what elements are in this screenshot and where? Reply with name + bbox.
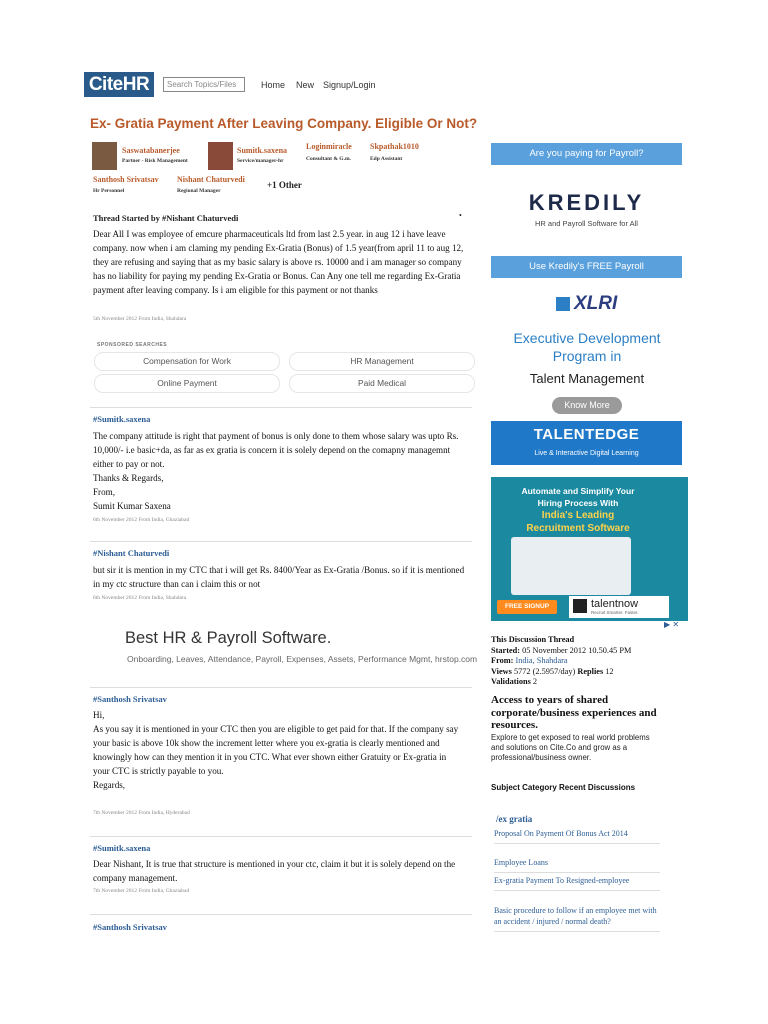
talentnow-logo-box xyxy=(569,596,669,618)
participant-role: Hr Personnel xyxy=(93,188,125,194)
participant-role: Partner - Risk Management xyxy=(122,158,188,164)
avatar[interactable] xyxy=(208,142,233,170)
page-title: Ex- Gratia Payment After Leaving Company. Eligible Or Not? xyxy=(90,116,478,131)
participant-name[interactable]: Saswatabanerjee xyxy=(122,146,180,155)
search-input[interactable]: Search Topics/Files xyxy=(163,77,245,92)
participant-name[interactable]: Sumitk.saxena xyxy=(237,146,288,155)
reply-body: but sir it is mention in my CTC that i will get Rs. 8400/Year as Ex-Gratia /Bonus. so if it is mentioned in my ctc structure than can i claim this or not xyxy=(93,565,465,589)
access-title: Access to years of shared corporate/business experiences and resources. xyxy=(491,694,657,731)
talentnow-icon xyxy=(573,599,587,613)
talentedge-logo: TALENTEDGE xyxy=(533,426,640,443)
bullet-icon: • xyxy=(459,211,462,220)
participant-role: Regional Manager xyxy=(177,188,221,194)
talentnow-logo: talentnow xyxy=(591,598,639,610)
recent-discussion[interactable]: Employee Loans xyxy=(494,857,660,873)
reply-body: Hi, As you say it is mentioned in your CTC then you are eligible to get paid for that. If the company say your basic is above 10k show the increment letter where you ex-gratia is clearly mentioned and knowingly how can they mention it in you CTC. What ever shown either Gratuity or Ex-gratia in your CTC is strictly payable to you. Regards, xyxy=(93,710,459,790)
divider xyxy=(90,541,472,542)
kredily-tagline: HR and Payroll Software for All xyxy=(535,219,638,228)
sponsored-link[interactable]: Compensation for Work xyxy=(94,352,280,371)
xlri-subtitle: Talent Management xyxy=(529,371,645,386)
post-meta: 5th November 2012 From India, Shahdara xyxy=(93,316,187,322)
sponsored-link[interactable]: Paid Medical xyxy=(289,374,475,393)
sponsored-link[interactable]: HR Management xyxy=(289,352,475,371)
talentnow-text: Automate and Simplify Your Hiring Process With xyxy=(521,486,635,508)
free-signup-button[interactable]: FREE SIGNUP xyxy=(497,600,557,614)
category-link[interactable]: /ex gratia xyxy=(496,814,533,824)
divider xyxy=(90,407,472,408)
talentedge-banner[interactable] xyxy=(491,421,682,465)
recent-discussion[interactable]: Ex-gratia Payment To Resigned-employee xyxy=(494,875,660,891)
participant-name[interactable]: Santhosh Srivatsav xyxy=(93,175,159,184)
talentnow-highlight: India's Leading Recruitment Software xyxy=(526,510,630,534)
post-meta: 7th November 2012 From India, Hyderabad xyxy=(93,810,190,816)
xlri-logo: XLRI xyxy=(574,293,618,314)
recent-discussion[interactable]: Basic procedure to follow if an employee met with an accident / injured / normal death? xyxy=(494,905,660,932)
recent-discussion[interactable]: Proposal On Payment Of Bonus Act 2014 xyxy=(494,828,660,844)
reply-author[interactable]: #Santhosh Srivatsav xyxy=(93,922,167,932)
kredily-logo[interactable]: KREDILY xyxy=(528,190,645,215)
divider xyxy=(90,687,472,688)
participant-role: Service/manager-hr xyxy=(237,158,284,164)
xlri-ad[interactable] xyxy=(491,291,682,465)
citehr-logo[interactable]: CiteHR xyxy=(84,72,154,97)
post-meta: 6th November 2012 From India, Ghaziabad xyxy=(93,517,190,523)
inline-ad-heading[interactable]: Best HR & Payroll Software. xyxy=(125,629,332,647)
talentedge-tagline: Live & Interactive Digital Learning xyxy=(534,450,639,457)
reply-author[interactable]: #Nishant Chaturvedi xyxy=(93,548,170,558)
payroll-ad-button[interactable]: Are you paying for Payroll? xyxy=(491,143,682,165)
divider xyxy=(90,914,472,915)
talentnow-tagline: Recruit Smarter. Faster. xyxy=(591,610,639,615)
reply-author[interactable]: #Santhosh Srivatsav xyxy=(93,694,167,704)
participant-name[interactable]: Loginmiracle xyxy=(306,142,352,151)
know-more-button[interactable]: Know More xyxy=(552,397,622,414)
avatar[interactable] xyxy=(92,142,117,170)
post-meta: 6th November 2012 From India, Shahdara xyxy=(93,595,187,601)
kredily-button[interactable]: Use Kredily's FREE Payroll xyxy=(491,256,682,278)
nav-new[interactable]: New xyxy=(296,80,315,90)
reply-body: Dear Nishant, It is true that structure is mentioned in your ctc, claim it but it is solely depend on the company management. xyxy=(93,859,456,883)
adchoices-icon[interactable]: ▶ ✕ xyxy=(664,620,680,629)
reply-author[interactable]: #Sumitk.saxena xyxy=(93,414,151,424)
sponsored-heading: SPONSORED SEARCHES xyxy=(97,342,168,348)
divider xyxy=(90,836,472,837)
thread-starter[interactable]: Thread Started by #Nishant Chaturvedi xyxy=(93,213,239,223)
first-post-body: Dear All I was employee of emcure pharmaceuticals ltd from last 2.5 year. in aug 12 i have leave company. now when i am claming my pending Ex-Gratia (Bonus) of 1.5 year(from april 11 to aug 12, they are refusing and saying that as my basic salary is above rs. 10000 and i am manager so company has no liability for paying my pending Ex-Gratia or Bonus. Can Any one tell me regarding Ex-Gratia payment after leaving company. Is i am eligible for this payment or not thanks xyxy=(93,229,464,295)
talentnow-ad[interactable] xyxy=(491,477,688,621)
discussion-info: This Discussion Thread Started: 05 November 2012 10.50.45 PM From: India, Shahdara Views 5772 (2.5957/day) Replies 12 Validations 2 xyxy=(491,635,632,686)
participant-name[interactable]: Nishant Chaturvedi xyxy=(177,175,245,184)
reply-body: The company attitude is right that payment of bonus is only done to them whose salary was upto Rs. 10,000/- i.e basic+da, as far as ex gratia is concern it is solely depend on the comapny managemnt either to pay or not. Thanks & Regards, From, Sumit Kumar Saxena xyxy=(93,431,459,511)
reply-author[interactable]: #Sumitk.saxena xyxy=(93,843,151,853)
participant-role: Edp Assistant xyxy=(370,156,403,162)
participant-role: Consultant & G.m. xyxy=(306,156,351,162)
nav-home[interactable]: Home xyxy=(261,80,286,90)
post-meta: 7th November 2012 From India, Ghaziabad xyxy=(93,888,190,894)
nav-signup-login[interactable]: Signup/Login xyxy=(323,80,376,90)
xlri-title: Executive Development Program in xyxy=(513,330,661,364)
participant-name[interactable]: Skpathak1010 xyxy=(370,142,419,151)
inline-ad-sub[interactable]: Onboarding, Leaves, Attendance, Payroll, Expenses, Assets, Performance Mgmt, hrstop.com xyxy=(127,654,478,664)
more-participants[interactable]: +1 Other xyxy=(267,180,302,190)
xlri-emblem-icon xyxy=(556,297,570,311)
sponsored-link[interactable]: Online Payment xyxy=(94,374,280,393)
subject-heading: Subject Category Recent Discussions xyxy=(491,783,636,792)
access-sub: Explore to get exposed to real world problems and solutions on Cite.Co and grow as a professional/business owner. xyxy=(491,733,650,762)
dashboard-screenshot xyxy=(511,537,631,595)
